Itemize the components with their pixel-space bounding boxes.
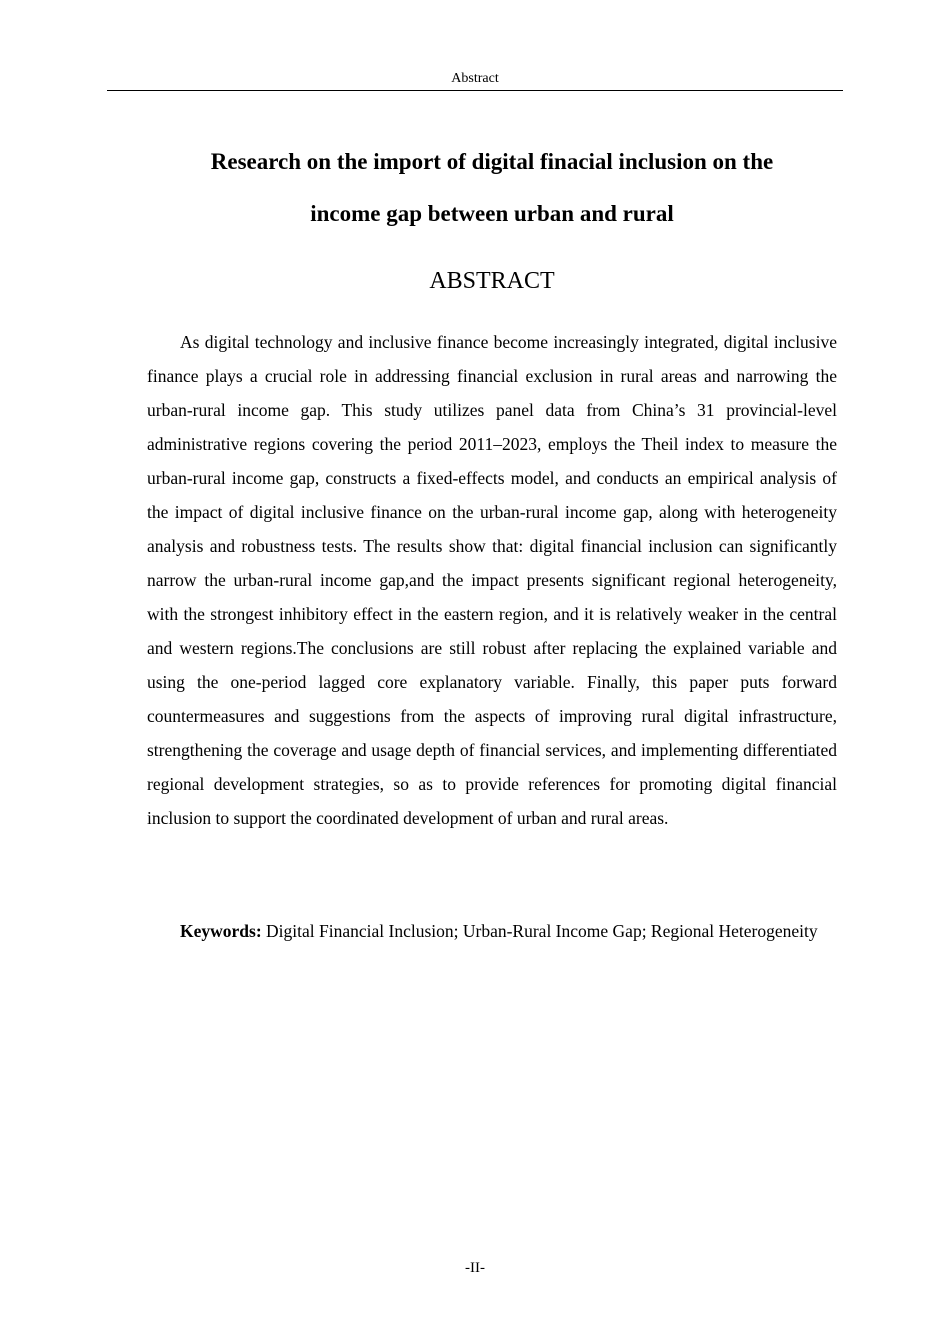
- keywords-label: Keywords:: [180, 921, 262, 941]
- paper-title: [147, 136, 837, 240]
- paper-title-line-2: income gap between urban and rural: [310, 201, 674, 226]
- running-header-title: Abstract: [451, 71, 499, 86]
- paper-title-line-1: Research on the import of digital finacial inclusion on the: [210, 149, 774, 174]
- abstract-heading: ABSTRACT: [429, 268, 555, 294]
- abstract-body: As digital technology and inclusive finance become increasingly integrated, digital inclusive finance plays a crucial role in addressing financial exclusion in rural areas and narrowing the urban-rural income gap. This study utilizes panel data from China’s 31 provincial-level administrative regions covering the period 2011–2023, employs the Theil index to measure the urban-rural income gap, constructs a fixed-effects model, and conducts an empirical analysis of the impact of digital inclusive finance on the urban-rural income gap, along with heterogeneity analysis and robustness tests. The results show that: digital financial inclusion can significantly narrow the urban-rural income gap,and the impact presents significant regional heterogeneity, with the strongest inhibitory effect in the eastern region, and it is relatively weaker in the central and western regions.The conclusions are still robust after replacing the explained variable and using the one-period lagged core explanatory variable. Finally, this paper puts forward countermeasures and suggestions from the aspects of improving rural digital infrastructure, strengthening the coverage and usage depth of financial services, and implementing differentiated regional development strategies, so as to provide references for promoting digital financial inclusion to support the coordinated development of urban and rural areas.: [147, 332, 837, 828]
- page-number: -II-: [465, 1260, 485, 1276]
- running-header: [107, 70, 843, 91]
- keywords-text: Digital Financial Inclusion; Urban-Rural Income Gap; Regional Heterogeneity: [261, 921, 818, 941]
- keywords: [147, 914, 837, 948]
